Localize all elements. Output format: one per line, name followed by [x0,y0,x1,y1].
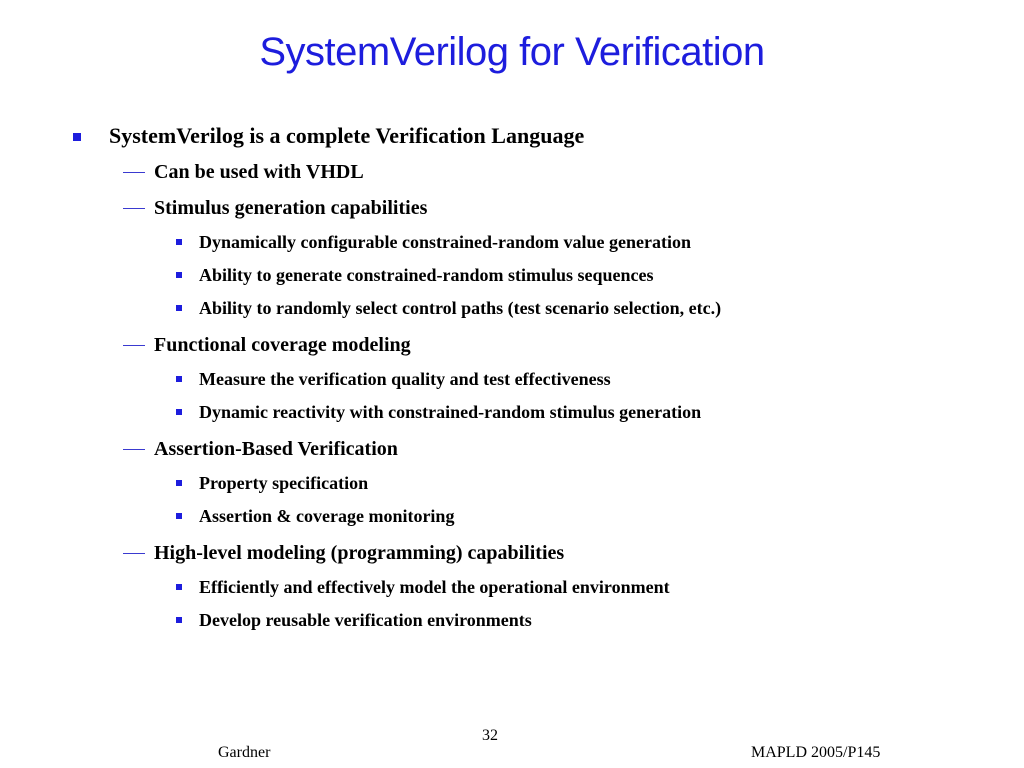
slide-title: SystemVerilog for Verification [259,30,765,74]
bullet-text: Assertion & coverage monitoring [199,506,455,526]
bullet-item [0,155,1000,189]
bullet-text: Stimulus generation capabilities [154,197,428,219]
small-square-bullet-icon [176,239,182,245]
bullet-item [0,468,1000,498]
bullet-text: SystemVerilog is a complete Verification Language [109,123,585,148]
bullet-text: Measure the verification quality and test effectiveness [199,369,611,389]
bullet-text: Can be used with VHDL [154,161,364,183]
bullet-text: Assertion-Based Verification [154,438,398,460]
bullet-item [0,605,1000,635]
page-number: 32 [482,727,498,744]
bullet-text: Ability to randomly select control paths (test scenario selection, etc.) [199,298,722,318]
bullet-item [0,328,1000,362]
dash-bullet-icon [123,553,145,554]
bullet-list [0,119,1000,635]
small-square-bullet-icon [176,409,182,415]
dash-bullet-icon [123,345,145,346]
bullet-item [0,191,1000,225]
bullet-item [0,364,1000,394]
bullet-item [0,293,1000,323]
small-square-bullet-icon [176,305,182,311]
bullet-text: Efficiently and effectively model the operational environment [199,577,670,597]
bullet-item [0,397,1000,427]
bullet-item [0,119,1000,153]
footer-conference: MAPLD 2005/P145 [751,744,881,761]
dash-bullet-icon [123,208,145,209]
bullet-item [0,260,1000,290]
dash-bullet-icon [123,449,145,450]
small-square-bullet-icon [176,480,182,486]
bullet-item [0,536,1000,570]
bullet-text: Dynamically configurable constrained-random value generation [199,232,691,252]
bullet-text: High-level modeling (programming) capabilities [154,542,565,564]
bullet-text: Develop reusable verification environments [199,610,532,630]
small-square-bullet-icon [176,272,182,278]
bullet-item [0,227,1000,257]
bullet-text: Property specification [199,473,369,493]
bullet-text: Ability to generate constrained-random stimulus sequences [199,265,654,285]
square-bullet-icon [73,133,81,141]
small-square-bullet-icon [176,376,182,382]
bullet-item [0,432,1000,466]
dash-bullet-icon [123,172,145,173]
footer-author: Gardner [218,744,271,761]
bullet-text: Functional coverage modeling [154,334,411,356]
small-square-bullet-icon [176,513,182,519]
bullet-text: Dynamic reactivity with constrained-random stimulus generation [199,402,702,422]
small-square-bullet-icon [176,617,182,623]
bullet-item [0,572,1000,602]
small-square-bullet-icon [176,584,182,590]
bullet-item [0,501,1000,531]
